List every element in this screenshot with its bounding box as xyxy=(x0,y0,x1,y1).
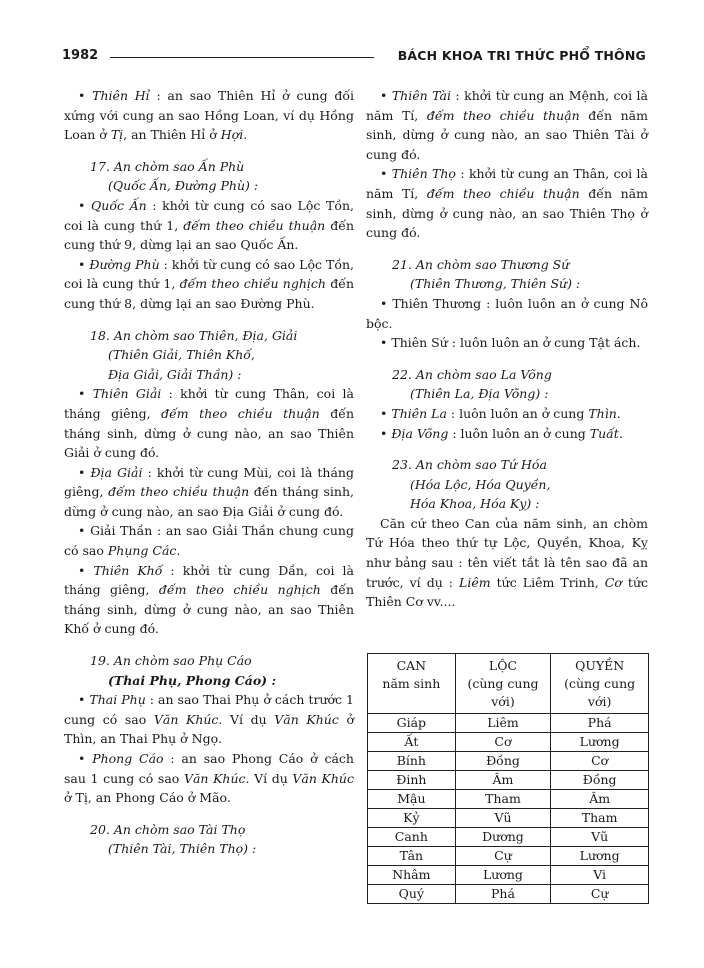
paragraph: • Thiên Sứ : luôn luôn an ở cung Tật ách. xyxy=(366,333,648,353)
page-header xyxy=(62,48,646,70)
table-row xyxy=(368,771,649,790)
table-cell: Dương xyxy=(455,828,551,847)
table-cell: Canh xyxy=(368,828,456,847)
table-cell: Tham xyxy=(455,790,551,809)
section-heading: 20. An chòm sao Tài Thọ xyxy=(90,821,246,837)
table-cell: Ất xyxy=(368,733,456,752)
table-cell: Giáp xyxy=(368,714,456,733)
paragraph: • Đường Phù : khởi từ cung có sao Lộc Tồn, coi là cung thứ 1, đếm theo chiều nghịch đến cung thứ 8, dừng lại an sao Đường Phù. xyxy=(64,255,354,314)
table-cell: Vũ xyxy=(551,828,649,847)
table-cell: Mậu xyxy=(368,790,456,809)
table-cell: Bính xyxy=(368,752,456,771)
right-column xyxy=(366,86,648,612)
paragraph: • Địa Võng : luôn luôn an ở cung Tuất. xyxy=(366,424,648,444)
table-header-row xyxy=(368,654,649,714)
table-row xyxy=(368,809,649,828)
table-cell: Cự xyxy=(551,885,649,904)
paragraph: • Thiên Hỉ : an sao Thiên Hỉ ở cung đối xứng với cung an sao Hồng Loan, ví dụ Hồng Loan ở Tị, an Thiên Hỉ ở Hợi. xyxy=(64,86,354,145)
table-cell: Cự xyxy=(455,847,551,866)
header-rule xyxy=(110,57,374,58)
table-cell: Âm xyxy=(455,771,551,790)
table-cell: Phá xyxy=(455,885,551,904)
section-subheading: (Thai Phụ, Phong Cáo) : xyxy=(108,672,277,688)
section-heading: 22. An chòm sao La Võng xyxy=(392,366,552,382)
table-row xyxy=(368,733,649,752)
table-cell: Lương xyxy=(551,733,649,752)
table-cell: Tham xyxy=(551,809,649,828)
table-cell: Tân xyxy=(368,847,456,866)
paragraph: • Thiên Khố : khởi từ cung Dần, coi là tháng giêng, đếm theo chiều nghịch đến tháng sinh, dừng ở cung nào, an sao Thiên Khố ở cung đó. xyxy=(64,561,354,639)
table-cell: Vũ xyxy=(455,809,551,828)
table-cell: Vi xyxy=(551,866,649,885)
table-header-cell: CAN năm sinh xyxy=(368,654,456,714)
table-cell: Cơ xyxy=(455,733,551,752)
table-header-cell: LỘC (cùng cung với) xyxy=(455,654,551,714)
section-subheading: Địa Giải, Giải Thần) : xyxy=(108,366,242,382)
table-cell: Đồng xyxy=(551,771,649,790)
table-row xyxy=(368,847,649,866)
section-subheading: (Thiên Tài, Thiên Thọ) : xyxy=(108,841,257,857)
section-heading: 18. An chòm sao Thiên, Địa, Giải xyxy=(90,327,298,343)
table-cell: Liêm xyxy=(455,714,551,733)
paragraph: • Quốc Ấn : khởi từ cung có sao Lộc Tồn, coi là cung thứ 1, đếm theo chiều thuận đến cung thứ 9, dừng lại an sao Quốc Ấn. xyxy=(64,196,354,255)
section-subheading: (Thiên Giải, Thiên Khố, xyxy=(108,347,255,363)
section-heading: 21. An chòm sao Thương Sứ xyxy=(392,256,570,272)
paragraph: • Phong Cáo : an sao Phong Cáo ở cách sau 1 cung có sao Văn Khúc. Ví dụ Văn Khúc ở Tị, an Phong Cáo ở Mão. xyxy=(64,749,354,808)
section-subheading: Hóa Khoa, Hóa Kỵ) : xyxy=(410,496,540,512)
paragraph: • Giải Thần : an sao Giải Thần chung cung có sao Phụng Các. xyxy=(64,521,354,560)
table-row xyxy=(368,790,649,809)
book-title: BÁCH KHOA TRI THỨC PHỔ THÔNG xyxy=(397,48,646,63)
table-cell: Lương xyxy=(455,866,551,885)
section-heading: 17. An chòm sao Ấn Phù xyxy=(90,158,245,174)
section-subheading: (Thiên Thương, Thiên Sứ) : xyxy=(410,276,581,292)
table-cell: Quý xyxy=(368,885,456,904)
paragraph: • Thiên Thọ : khởi từ cung an Thân, coi là năm Tí, đếm theo chiều thuận đến năm sinh, dừng ở cung nào, an sao Thiên Thọ ở cung đó. xyxy=(366,164,648,242)
section-subheading: (Hóa Lộc, Hóa Quyền, xyxy=(410,476,551,492)
table-cell: Âm xyxy=(551,790,649,809)
table-cell: Phá xyxy=(551,714,649,733)
table-row xyxy=(368,752,649,771)
paragraph: • Địa Giải : khởi từ cung Mùi, coi là tháng giêng, đếm theo chiều thuận đến tháng sinh, dừng ở cung nào, an sao Địa Giải ở cung đó. xyxy=(64,463,354,522)
section-heading: 19. An chòm sao Phụ Cáo xyxy=(90,653,252,669)
table-row xyxy=(368,866,649,885)
section-subheading: (Thiên La, Địa Võng) : xyxy=(410,386,549,402)
paragraph: • Thai Phụ : an sao Thai Phụ ở cách trước 1 cung có sao Văn Khúc. Ví dụ Văn Khúc ở Thìn, an Thai Phụ ở Ngọ. xyxy=(64,690,354,749)
section-subheading: (Quốc Ấn, Đường Phù) : xyxy=(108,178,259,194)
paragraph: Căn cứ theo Can của năm sinh, an chòm Tứ Hóa theo thứ tự Lộc, Quyền, Khoa, Kỵ như bảng sau : tên viết tắt là tên sao đã an trước, ví dụ : Liêm tức Liêm Trinh, Cơ tức Thiên Cơ vv.... xyxy=(366,515,649,610)
paragraph: • Thiên Giải : khởi từ cung Thân, coi là tháng giêng, đếm theo chiều thuận đến tháng sinh, dừng ở cung nào, an sao Thiên Giải ở cung đó. xyxy=(64,384,354,462)
table-cell: Đinh xyxy=(368,771,456,790)
paragraph: • Thiên Thương : luôn luôn an ở cung Nô bộc. xyxy=(366,294,648,333)
table-cell: Cơ xyxy=(551,752,649,771)
paragraph: • Thiên La : luôn luôn an ở cung Thìn. xyxy=(366,404,648,424)
table-cell: Đồng xyxy=(455,752,551,771)
table-row xyxy=(368,714,649,733)
left-column xyxy=(64,86,354,859)
tu-hoa-table xyxy=(367,653,649,904)
table-cell: Lương xyxy=(551,847,649,866)
table-header-cell: QUYỀN (cùng cung với) xyxy=(551,654,649,714)
table-cell: Kỷ xyxy=(368,809,456,828)
table-row xyxy=(368,885,649,904)
paragraph: • Thiên Tài : khởi từ cung an Mệnh, coi là năm Tí, đếm theo chiều thuận đến năm sinh, dừng ở cung nào, an sao Thiên Tài ở cung đó. xyxy=(366,86,648,164)
table-cell: Nhâm xyxy=(368,866,456,885)
section-heading: 23. An chòm sao Tứ Hóa xyxy=(392,457,547,473)
page-number: 1982 xyxy=(62,48,99,63)
table-row xyxy=(368,828,649,847)
